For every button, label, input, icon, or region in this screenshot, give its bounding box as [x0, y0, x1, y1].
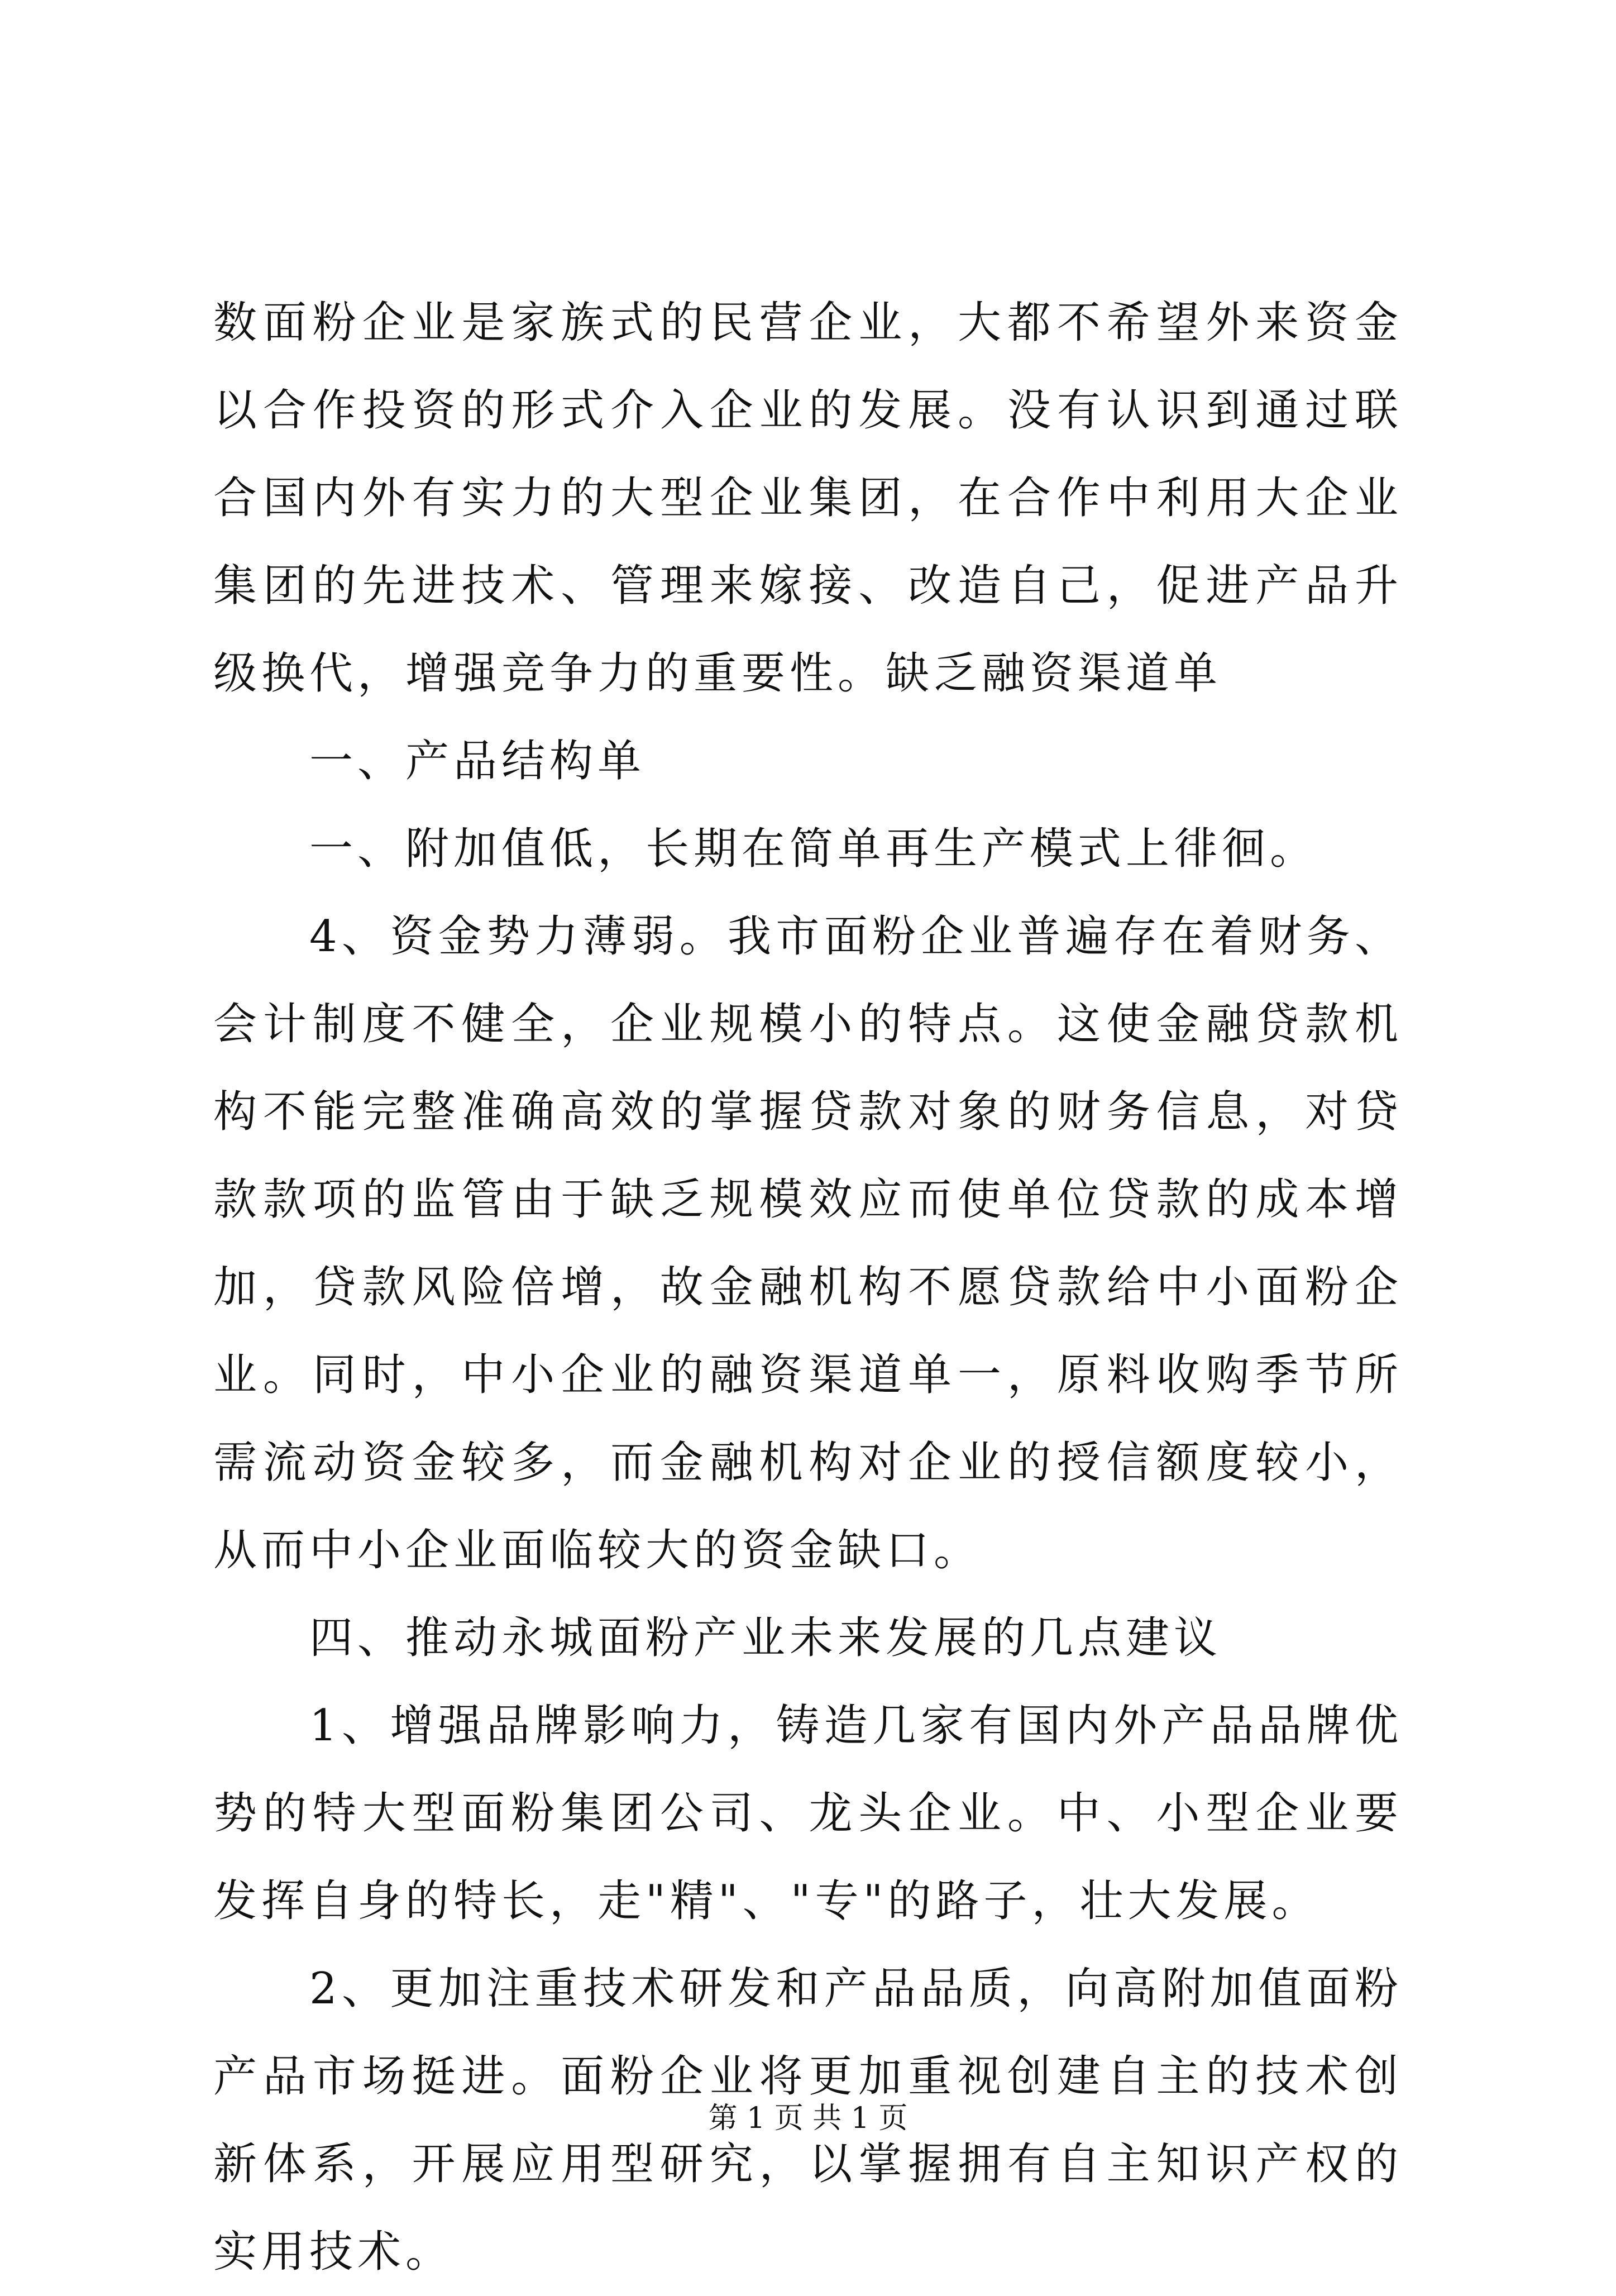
paragraph-2: 一、产品结构单: [309, 736, 646, 786]
paragraph-1: 数面粉企业是家族式的民营企业，大都不希望外来资金以合作投资的形式介入企业的发展。没有认识到通过联合国内外有实力的大型企业集团，在合作中利用大企业集团的先进技术、管理来嫁接、改造自己，促进产品升级换代，增强竞争力的重要性。缺乏融资渠道单: [213, 298, 1403, 699]
paragraph-7: 2、更加注重技术研发和产品品质，向高附加值面粉产品市场挺进。面粉企业将更加重视创建自主的技术创新体系，开展应用型研究，以掌握拥有自主知识产权的实用技术。: [213, 1964, 1403, 2277]
document-body: [213, 279, 1403, 2296]
paragraph-6: 1、增强品牌影响力，铸造几家有国内外产品品牌优势的特大型面粉集团公司、龙头企业。中、小型企业要发挥自身的特长，走"精"、"专"的路子，壮大发展。: [213, 1701, 1403, 1926]
page-footer: 第 1 页 共 1 页: [708, 2102, 908, 2135]
paragraph-3: 一、附加值低，长期在简单再生产模式上徘徊。: [309, 824, 1318, 874]
paragraph-4: 4、资金势力薄弱。我市面粉企业普遍存在着财务、会计制度不健全，企业规模小的特点。这使金融贷款机构不能完整准确高效的掌握贷款对象的财务信息，对贷款款项的监管由于缺乏规模效应而使单位贷款的成本增加，贷款风险倍增，故金融机构不愿贷款给中小面粉企业。同时，中小企业的融资渠道单一，原料收购季节所需流动资金较多，而金融机构对企业的授信额度较小，从而中小企业面临较大的资金缺口。: [213, 911, 1403, 1576]
paragraph-5: 四、推动永城面粉产业未来发展的几点建议: [309, 1613, 1222, 1663]
